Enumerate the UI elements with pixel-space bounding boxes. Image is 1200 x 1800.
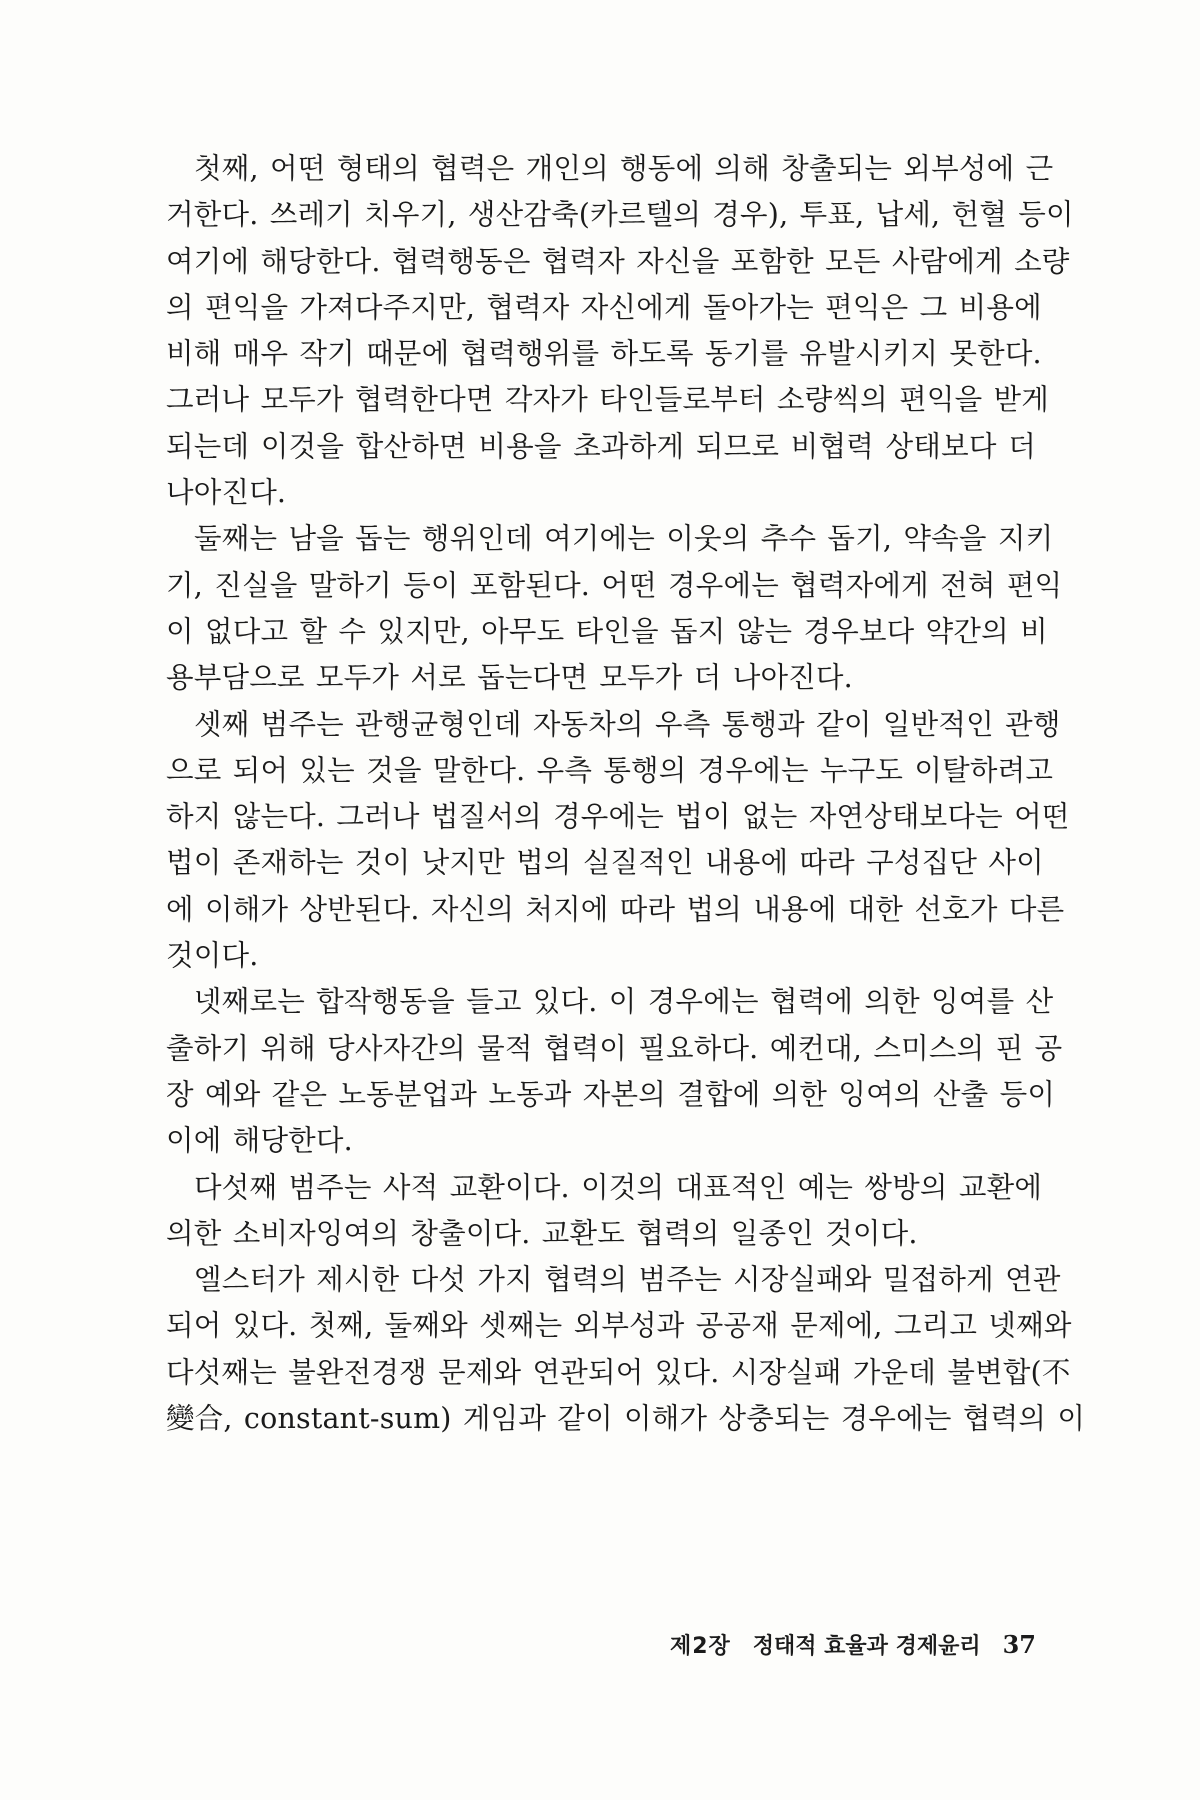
text-line: 이 없다고 할 수 있지만, 아무도 타인을 돕지 않는 경우보다 약간의 비 [166, 614, 1048, 648]
text-line: 하지 않는다. 그러나 법질서의 경우에는 법이 없는 자연상태보다는 어떤 [166, 800, 1070, 834]
text-line: 법이 존재하는 것이 낫지만 법의 실질적인 내용에 따라 구성집단 사이 [166, 846, 1044, 880]
text-line: 그러나 모두가 협력한다면 각자가 타인들로부터 소량씩의 편익을 받게 [166, 383, 1050, 417]
paragraph [166, 1165, 1043, 1258]
paragraph [166, 979, 1063, 1164]
text-line: 것이다. [166, 939, 259, 973]
text-line: 넷째로는 합작행동을 들고 있다. 이 경우에는 협력에 의한 잉여를 산 [194, 985, 1054, 1019]
text-line: 둘째는 남을 돕는 행위인데 여기에는 이웃의 추수 돕기, 약속을 지키 [194, 522, 1054, 556]
text-line: 용부담으로 모두가 서로 돕는다면 모두가 더 나아진다. [166, 661, 853, 695]
text-line: 비해 매우 작기 때문에 협력행위를 하도록 동기를 유발시키지 못한다. [166, 337, 1042, 371]
text-line: 기, 진실을 말하기 등이 포함된다. 어떤 경우에는 협력자에게 전혀 편익 [166, 568, 1063, 602]
running-footer [600, 1624, 1036, 1664]
page-number: 37 [1002, 1629, 1036, 1659]
paragraph [166, 146, 1074, 516]
chapter-title: 정태적 효율과 경제윤리 [752, 1633, 981, 1659]
text-line: 의한 소비자잉여의 창출이다. 교환도 협력의 일종인 것이다. [166, 1216, 918, 1250]
text-line: 나아진다. [166, 476, 287, 510]
text-line: 이에 해당한다. [166, 1124, 353, 1158]
text-line: 엘스터가 제시한 다섯 가지 협력의 범주는 시장실패와 밀접하게 연관 [194, 1263, 1061, 1297]
text-line: 으로 되어 있는 것을 말한다. 우측 통행의 경우에는 누구도 이탈하려고 [166, 753, 1054, 787]
text-line: 셋째 범주는 관행균형인데 자동차의 우측 통행과 같이 일반적인 관행 [194, 707, 1061, 741]
paragraph [166, 702, 1070, 980]
text-line: 變合, constant-sum) 게임과 같이 이해가 상충되는 경우에는 협력의 이 [166, 1402, 1086, 1436]
chapter-label: 제2장 [669, 1633, 731, 1659]
text-line: 장 예와 같은 노동분업과 노동과 자본의 결합에 의한 잉여의 산출 등이 [166, 1077, 1056, 1111]
text-line: 다섯째 범주는 사적 교환이다. 이것의 대표적인 예는 쌍방의 교환에 [194, 1170, 1043, 1204]
text-line: 거한다. 쓰레기 치우기, 생산감축(카르텔의 경우), 투표, 납세, 헌혈 등이 [166, 198, 1074, 232]
paragraph [166, 1257, 1086, 1442]
text-line: 되는데 이것을 합산하면 비용을 초과하게 되므로 비협력 상태보다 더 [166, 429, 1036, 463]
text-line: 에 이해가 상반된다. 자신의 처지에 따라 법의 내용에 대한 선호가 다른 [166, 892, 1065, 926]
text-line: 의 편익을 가져다주지만, 협력자 자신에게 돌아가는 편익은 그 비용에 [166, 290, 1042, 324]
text-line: 다섯째는 불완전경쟁 문제와 연관되어 있다. 시장실패 가운데 불변합(不 [166, 1355, 1071, 1389]
body-text [166, 146, 1086, 1442]
text-line: 출하기 위해 당사자간의 물적 협력이 필요하다. 예컨대, 스미스의 핀 공 [166, 1031, 1063, 1065]
text-line: 여기에 해당한다. 협력행동은 협력자 자신을 포함한 모든 사람에게 소량 [166, 244, 1070, 278]
text-line: 되어 있다. 첫째, 둘째와 셋째는 외부성과 공공재 문제에, 그리고 넷째와 [166, 1309, 1072, 1343]
text-line: 첫째, 어떤 형태의 협력은 개인의 행동에 의해 창출되는 외부성에 근 [194, 152, 1054, 185]
paragraph [166, 516, 1063, 701]
